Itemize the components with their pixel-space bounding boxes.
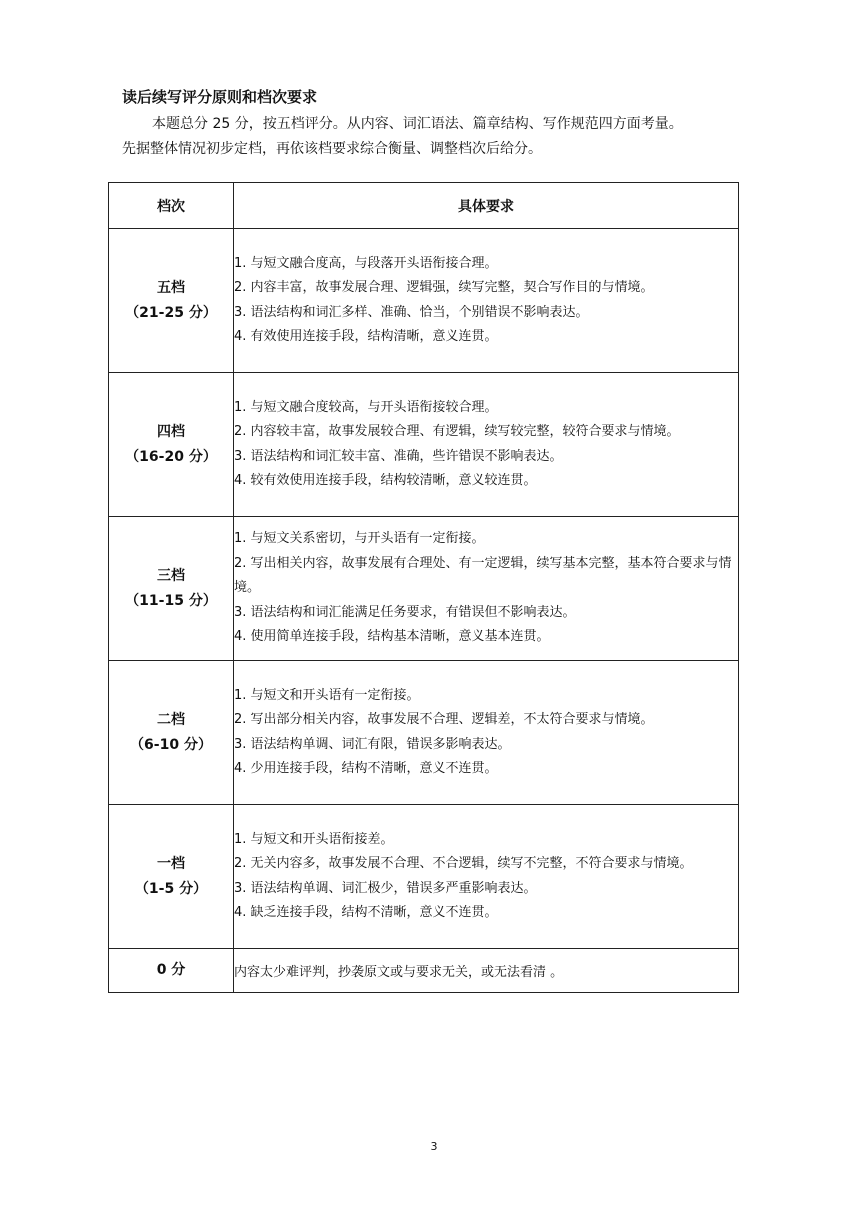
band-name: 二档 [157, 711, 185, 728]
requirement-item: 2. 无关内容多，故事发展不合理、不合逻辑，续写不完整，不符合要求与情境。 [234, 856, 693, 871]
requirements-cell-4 [234, 373, 739, 517]
band-name: 一档 [157, 855, 185, 872]
rubric-table [108, 182, 739, 993]
table-row-zero [109, 949, 739, 993]
requirement-item: 3. 语法结构单调、词汇极少，错误多严重影响表达。 [234, 880, 537, 896]
requirement-item: 2. 写出相关内容，故事发展有合理处、有一定逻辑，续写基本完整，基本符合要求与情境。 [234, 555, 732, 596]
table-row [109, 229, 739, 373]
requirement-item: 3. 语法结构和词汇能满足任务要求，有错误但不影响表达。 [234, 604, 576, 620]
requirement-item: 2. 写出部分相关内容，故事发展不合理、逻辑差，不太符合要求与情境。 [234, 712, 654, 727]
requirement-item: 4. 使用简单连接手段，结构基本清晰，意义基本连贯。 [234, 629, 550, 645]
requirement-item: 1. 与短文和开头语有一定衔接。 [234, 687, 420, 703]
header-requirements: 具体要求 [234, 183, 739, 229]
band-name: 三档 [157, 567, 185, 584]
band-cell-0: 0 分 [109, 949, 234, 993]
band-range: （6-10 分） [130, 736, 212, 753]
header-band: 档次 [109, 183, 234, 229]
requirement-item: 1. 与短文融合度高，与段落开头语衔接合理。 [234, 255, 498, 271]
band-cell-5 [109, 229, 234, 373]
intro-paragraph [122, 112, 762, 162]
requirement-item: 1. 与短文关系密切，与开头语有一定衔接。 [234, 531, 485, 547]
table-header-row [109, 183, 739, 229]
band-cell-4 [109, 373, 234, 517]
requirement-item: 1. 与短文和开头语衔接差。 [234, 831, 394, 847]
table-row [109, 805, 739, 949]
requirements-cell-1 [234, 805, 739, 949]
band-name: 四档 [157, 423, 185, 440]
requirement-item: 3. 语法结构单调、词汇有限，错误多影响表达。 [234, 736, 511, 752]
page-title: 读后续写评分原则和档次要求 [122, 88, 318, 106]
requirement-item: 4. 少用连接手段，结构不清晰，意义不连贯。 [234, 761, 498, 776]
band-range: （11-15 分） [125, 592, 217, 609]
band-range: （21-25 分） [125, 304, 217, 321]
requirement-item: 3. 语法结构和词汇多样、准确、恰当，个别错误不影响表达。 [234, 304, 589, 320]
requirements-cell-5 [234, 229, 739, 373]
requirement-item: 2. 内容丰富，故事发展合理、逻辑强，续写完整，契合写作目的与情境。 [234, 280, 654, 295]
band-name: 五档 [157, 279, 185, 296]
table-row [109, 373, 739, 517]
intro-line-1: 本题总分 25 分，按五档评分。从内容、词汇语法、篇章结构、写作规范四方面考量。 [152, 116, 683, 132]
requirements-cell-3 [234, 517, 739, 661]
table-row [109, 661, 739, 805]
requirement-item: 4. 有效使用连接手段，结构清晰，意义连贯。 [234, 329, 498, 344]
intro-line-2: 先据整体情况初步定档，再依该档要求综合衡量、调整档次后给分。 [122, 141, 542, 157]
requirement-item: 3. 语法结构和词汇较丰富、准确，些许错误不影响表达。 [234, 448, 563, 464]
requirements-cell-0: 内容太少难评判，抄袭原文或与要求无关，或无法看清 。 [234, 949, 739, 993]
band-cell-1 [109, 805, 234, 949]
requirement-item: 4. 较有效使用连接手段，结构较清晰，意义较连贯。 [234, 473, 537, 488]
requirement-item: 4. 缺乏连接手段，结构不清晰，意义不连贯。 [234, 905, 498, 920]
requirement-item: 1. 与短文融合度较高，与开头语衔接较合理。 [234, 399, 498, 415]
band-range: （1-5 分） [134, 880, 208, 897]
band-cell-3 [109, 517, 234, 661]
band-cell-2 [109, 661, 234, 805]
page-number: 3 [430, 1140, 438, 1153]
band-range: （16-20 分） [125, 448, 217, 465]
requirement-item: 2. 内容较丰富，故事发展较合理、有逻辑，续写较完整，较符合要求与情境。 [234, 424, 680, 439]
table-row [109, 517, 739, 661]
requirements-cell-2 [234, 661, 739, 805]
